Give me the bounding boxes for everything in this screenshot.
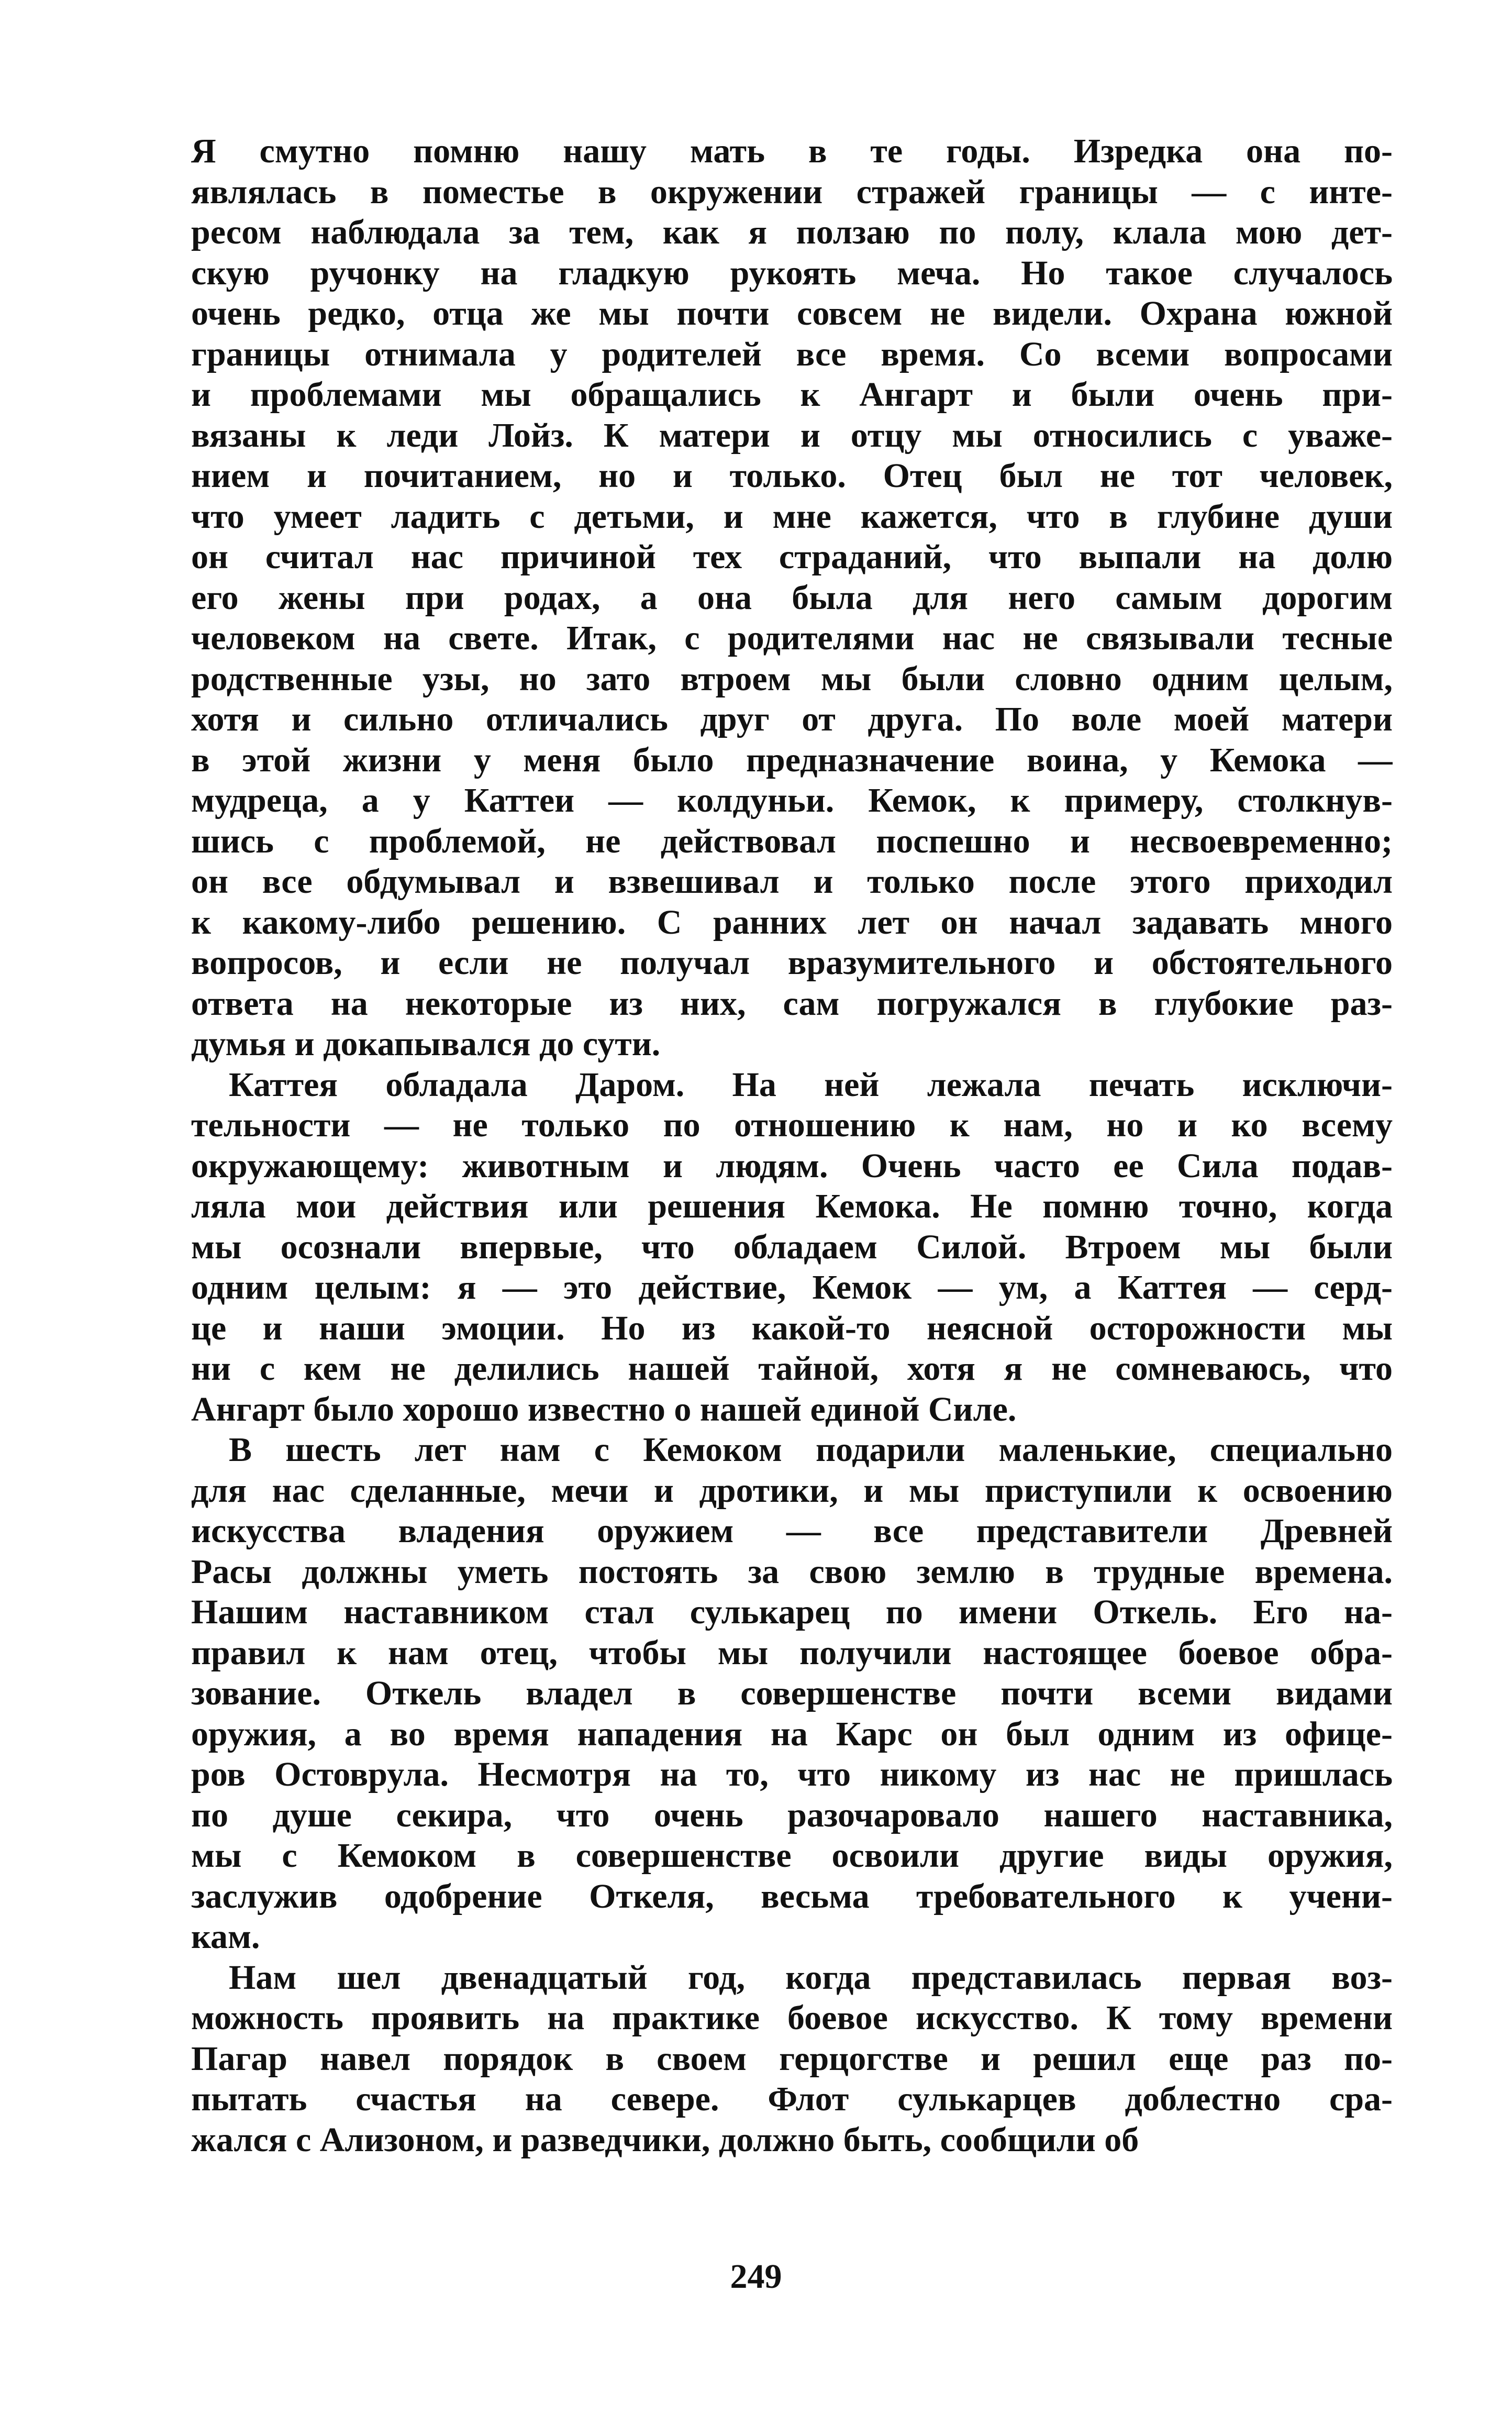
- text-line: искусства владения оружием — все представители Древней: [191, 1512, 1393, 1550]
- paragraph: [191, 1430, 1393, 1957]
- page-number: 249: [730, 2257, 782, 2296]
- text-line: кам.: [191, 1918, 260, 1956]
- body-text: [191, 131, 1393, 2160]
- text-line: зование. Откель владел в совершенстве почти всеми видами: [191, 1674, 1393, 1712]
- text-line: ни с кем не делились нашей тайной, хотя я не сомневаюсь, что: [191, 1349, 1393, 1388]
- text-line: нием и почитанием, но и только. Отец был не тот человек,: [191, 457, 1393, 495]
- text-line: скую ручонку на гладкую рукоять меча. Но такое случалось: [191, 253, 1393, 292]
- text-line: ответа на некоторые из них, сам погружался в глубокие раз-: [191, 984, 1393, 1023]
- text-line: мудреца, а у Каттеи — колдуньи. Кемок, к примеру, столкнув-: [191, 781, 1393, 820]
- text-line: родственные узы, но зато втроем мы были словно одним целым,: [191, 659, 1393, 698]
- text-line: ров Остоврула. Несмотря на то, что никому из нас не пришлась: [191, 1755, 1393, 1793]
- text-line: по душе секира, что очень разочаровало нашего наставника,: [191, 1796, 1393, 1834]
- text-line: вопросов, и если не получал вразумительного и обстоятельного: [191, 944, 1393, 982]
- text-line: оружия, а во время нападения на Карс он был одним из офице-: [191, 1714, 1393, 1753]
- text-line: тельности — не только по отношению к нам, но и ко всему: [191, 1106, 1393, 1144]
- text-line: Нашим наставником стал сулькарец по имени Откель. Его на-: [191, 1593, 1393, 1631]
- text-line: он считал нас причиной тех страданий, что выпали на долю: [191, 538, 1393, 576]
- paragraph: [191, 1957, 1393, 2161]
- text-line: к какому-либо решению. С ранних лет он начал задавать много: [191, 903, 1393, 942]
- text-line: думья и докапывался до сути.: [191, 1025, 661, 1063]
- text-line: пытать счастья на севере. Флот сулькарцев доблестно сра-: [191, 2080, 1393, 2118]
- text-line: ляла мои действия или решения Кемока. Не помню точно, когда: [191, 1187, 1393, 1225]
- text-line: что умеет ладить с детьми, и мне кажется, что в глубине души: [191, 497, 1393, 536]
- text-line: для нас сделанные, мечи и дротики, и мы приступили к освоению: [191, 1471, 1393, 1510]
- text-line: мы с Кемоком в совершенстве освоили другие виды оружия,: [191, 1836, 1393, 1875]
- text-line: одним целым: я — это действие, Кемок — ум, а Каттея — серд-: [191, 1268, 1393, 1306]
- text-line: и проблемами мы обращались к Ангарт и были очень при-: [191, 375, 1393, 414]
- text-line: В шесть лет нам с Кемоком подарили маленькие, специально: [229, 1431, 1393, 1469]
- text-line: Нам шел двенадцатый год, когда представилась первая воз-: [229, 1958, 1393, 1997]
- text-line: очень редко, отца же мы почти совсем не видели. Охрана южной: [191, 294, 1393, 333]
- text-line: Я смутно помню нашу мать в те годы. Изредка она по-: [191, 132, 1393, 170]
- text-line: жался с Ализоном, и разведчики, должно быть, сообщили об: [191, 2120, 1139, 2159]
- text-line: Каттея обладала Даром. На ней лежала печать исключи-: [229, 1065, 1393, 1104]
- text-line: це и наши эмоции. Но из какой-то неясной осторожности мы: [191, 1309, 1393, 1347]
- text-line: вязаны к леди Лойз. К матери и отцу мы относились с уваже-: [191, 416, 1393, 455]
- text-line: шись с проблемой, не действовал поспешно и несвоевременно;: [191, 822, 1393, 860]
- text-line: Расы должны уметь постоять за свою землю в трудные времена.: [191, 1552, 1393, 1591]
- text-line: являлась в поместье в окружении стражей границы — с инте-: [191, 172, 1393, 211]
- text-line: Ангарт было хорошо известно о нашей единой Силе.: [191, 1390, 1017, 1429]
- text-line: мы осознали впервые, что обладаем Силой. Втроем мы были: [191, 1227, 1393, 1266]
- text-line: заслужив одобрение Откеля, весьма требовательного к учени-: [191, 1877, 1393, 1915]
- text-line: ресом наблюдала за тем, как я ползаю по полу, клала мою дет-: [191, 213, 1393, 251]
- text-line: окружающему: животным и людям. Очень часто ее Сила подав-: [191, 1146, 1393, 1185]
- text-line: Пагар навел порядок в своем герцогстве и решил еще раз по-: [191, 2039, 1393, 2078]
- text-line: границы отнимала у родителей все время. Со всеми вопросами: [191, 335, 1393, 373]
- text-line: можность проявить на практике боевое искусство. К тому времени: [191, 1999, 1393, 2037]
- text-line: в этой жизни у меня было предназначение воина, у Кемока —: [191, 740, 1393, 779]
- paragraph: [191, 1065, 1393, 1430]
- paragraph: [191, 131, 1393, 1065]
- text-line: он все обдумывал и взвешивал и только после этого приходил: [191, 862, 1393, 901]
- text-line: хотя и сильно отличались друг от друга. По воле моей матери: [191, 700, 1393, 738]
- text-line: его жены при родах, а она была для него самым дорогим: [191, 578, 1393, 617]
- text-line: правил к нам отец, чтобы мы получили настоящее боевое обра-: [191, 1633, 1393, 1672]
- text-line: человеком на свете. Итак, с родителями нас не связывали тесные: [191, 619, 1393, 657]
